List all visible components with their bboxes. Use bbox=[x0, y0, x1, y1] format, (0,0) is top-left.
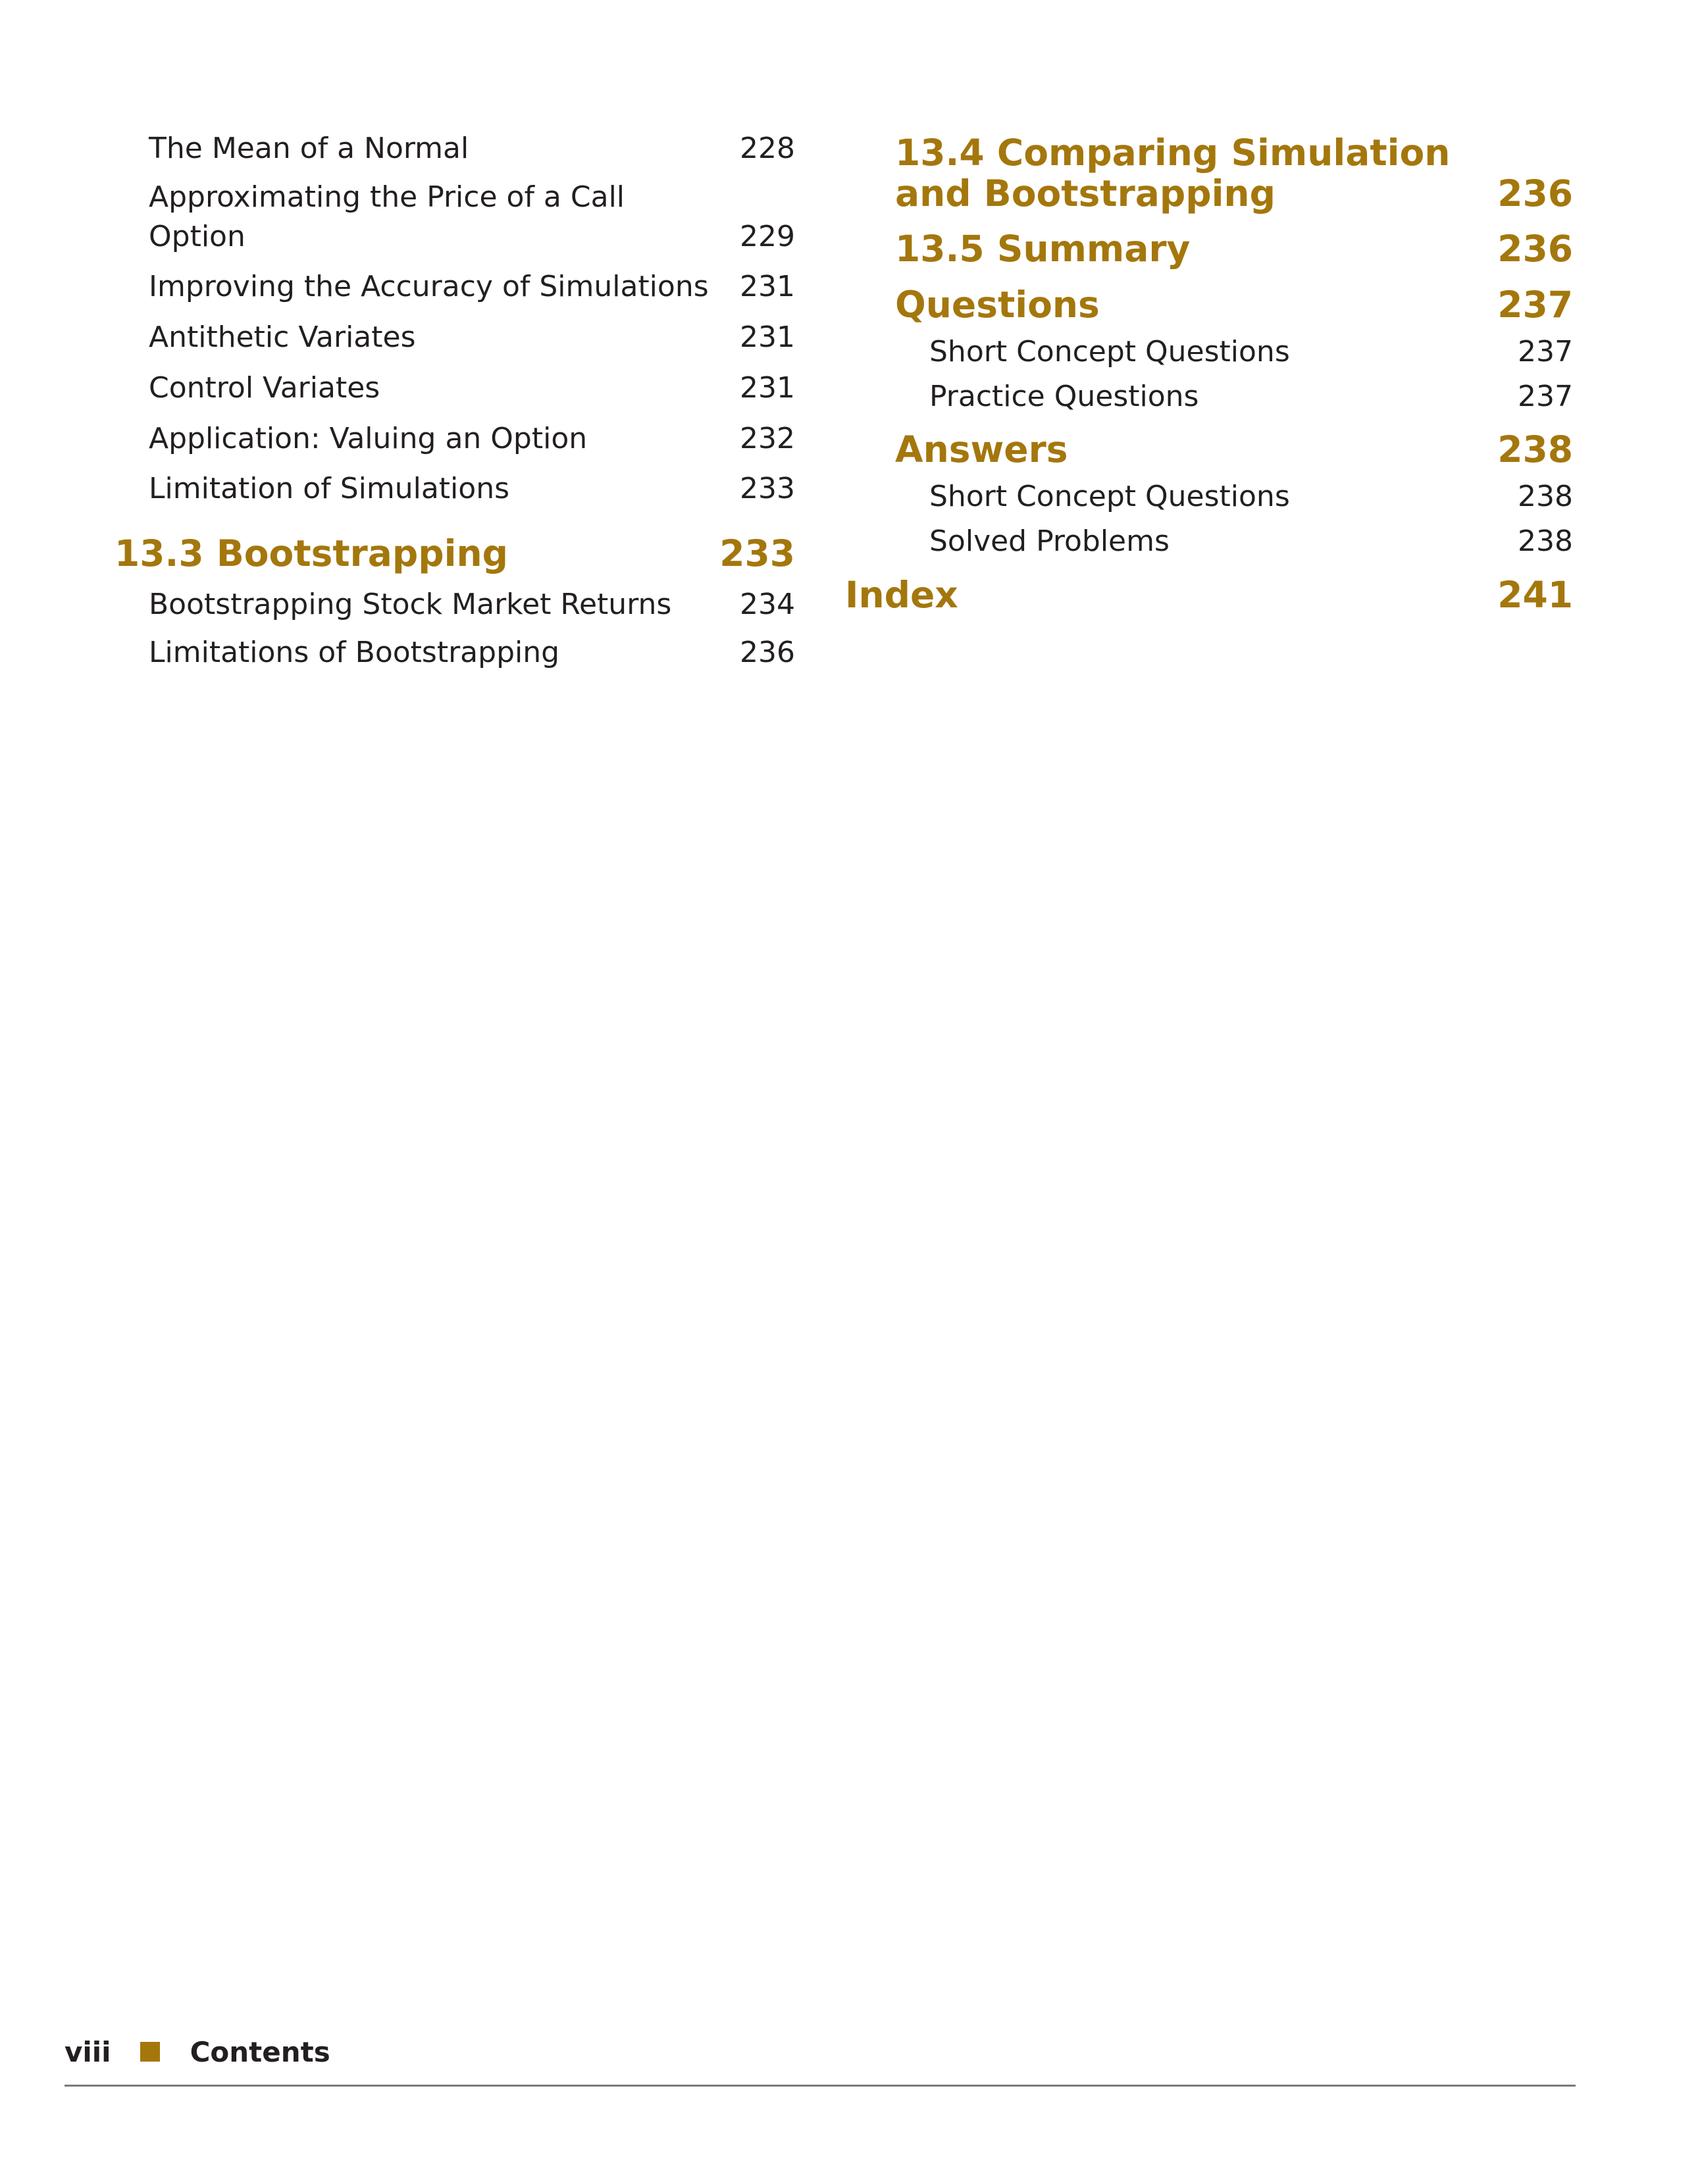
toc-entry-title: Solved Problems bbox=[929, 524, 1170, 558]
toc-section-page: 236 bbox=[1497, 172, 1573, 215]
toc-section-heading-continued: and Bootstrapping bbox=[895, 172, 1276, 215]
toc-section-heading: Answers bbox=[895, 428, 1068, 470]
toc-entry-page: 232 bbox=[740, 422, 795, 455]
toc-entry-page: 238 bbox=[1518, 480, 1573, 513]
toc-section-heading: Questions bbox=[895, 284, 1100, 326]
toc-entry-title-continued: Option bbox=[149, 220, 245, 253]
toc-entry-title: Improving the Accuracy of Simulations bbox=[149, 270, 709, 303]
toc-entry-title: Control Variates bbox=[149, 371, 380, 405]
toc-entry-title: Approximating the Price of a Call bbox=[149, 180, 625, 214]
toc-entry-title: Short Concept Questions bbox=[929, 335, 1290, 368]
toc-entry-title: Application: Valuing an Option bbox=[149, 422, 588, 455]
toc-entry-title: Practice Questions bbox=[929, 380, 1199, 413]
toc-entry-title: Limitations of Bootstrapping bbox=[149, 636, 560, 669]
toc-section-heading: 13.3 Bootstrapping bbox=[115, 532, 509, 574]
toc-entry-title: The Mean of a Normal bbox=[149, 132, 469, 165]
toc-section-page: 236 bbox=[1497, 228, 1573, 270]
toc-section-page: 238 bbox=[1497, 428, 1573, 470]
toc-entry-page: 229 bbox=[740, 220, 795, 253]
footer-rule bbox=[64, 2085, 1576, 2087]
toc-entry-title: Limitation of Simulations bbox=[149, 472, 510, 505]
page-footer bbox=[64, 2031, 330, 2073]
toc-section-page: 233 bbox=[719, 532, 795, 574]
toc-entry-page: 237 bbox=[1518, 380, 1573, 413]
toc-entry-title: Bootstrapping Stock Market Returns bbox=[149, 588, 672, 621]
page-number: viii bbox=[64, 2035, 111, 2068]
toc-section-page: 237 bbox=[1497, 284, 1573, 326]
running-footer-title: Contents bbox=[190, 2035, 330, 2068]
toc-entry-page: 231 bbox=[740, 270, 795, 303]
toc-section-heading: 13.5 Summary bbox=[895, 228, 1191, 270]
toc-section-page: 241 bbox=[1497, 574, 1573, 616]
toc-entry-page: 238 bbox=[1518, 524, 1573, 558]
toc-entry-page: 234 bbox=[740, 588, 795, 621]
toc-section-heading: 13.4 Comparing Simulation bbox=[895, 132, 1451, 174]
square-bullet-icon bbox=[140, 2042, 160, 2062]
toc-entry-page: 236 bbox=[740, 636, 795, 669]
toc-entry-title: Antithetic Variates bbox=[149, 320, 416, 354]
toc-entry-page: 231 bbox=[740, 371, 795, 405]
toc-entry-page: 231 bbox=[740, 320, 795, 354]
toc-entry-page: 237 bbox=[1518, 335, 1573, 368]
toc-section-heading: Index bbox=[845, 574, 958, 616]
toc-entry-page: 228 bbox=[740, 132, 795, 165]
toc-entry-page: 233 bbox=[740, 472, 795, 505]
toc-entry-title: Short Concept Questions bbox=[929, 480, 1290, 513]
